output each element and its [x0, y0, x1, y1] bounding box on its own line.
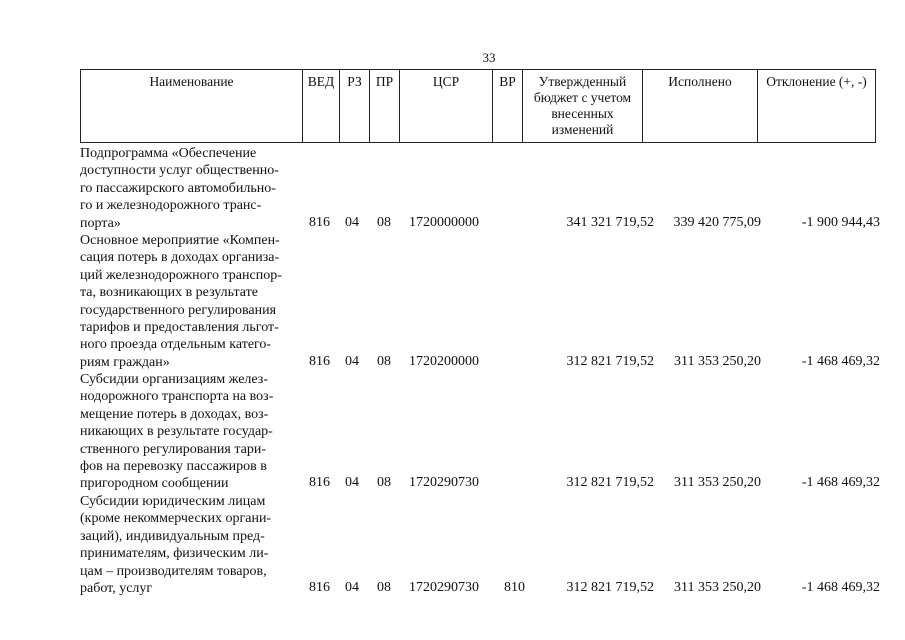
header-executed: Исполнено — [643, 70, 758, 143]
row-csr: 1720200000 — [409, 353, 479, 369]
table-header — [80, 69, 876, 143]
row-vr: 810 — [504, 580, 525, 595]
header-vr: ВР — [493, 70, 523, 143]
row-rz: 04 — [345, 353, 359, 369]
row-executed: 339 420 775,09 — [673, 214, 761, 230]
header-deviation: Отклонение (+, -) — [758, 70, 876, 143]
row-pr: 08 — [377, 214, 391, 230]
row-executed: 311 353 250,20 — [674, 580, 761, 595]
row-name-line: ций железнодорожного транспор- — [80, 267, 282, 283]
header-budget: Утвержденный бюджет с учетом внесенных изменений — [523, 70, 643, 143]
row-name — [80, 371, 302, 493]
row-name-line: нодорожного транспорта на воз- — [80, 389, 274, 405]
row-name-line: заций), индивидуальным пред- — [80, 528, 265, 544]
row-name-line: Субсидии юридическим лицам — [80, 494, 266, 509]
row-name-line: сация потерь в доходах организа- — [80, 250, 280, 266]
row-ved: 816 — [309, 580, 330, 595]
row-ved: 816 — [309, 353, 330, 369]
row-rz: 04 — [345, 580, 359, 595]
row-name-line: государственного регулирования — [80, 302, 277, 318]
row-name-line: пригородном сообщении — [80, 476, 229, 492]
row-csr: 1720290730 — [409, 475, 479, 491]
row-csr: 1720290730 — [409, 580, 479, 595]
row-rz: 04 — [345, 475, 359, 491]
row-deviation: -1 468 469,32 — [801, 353, 880, 369]
row-name-line: Основное мероприятие «Компен- — [80, 233, 280, 248]
row-name-line: ственного регулирования тари- — [80, 441, 266, 457]
header-rz: РЗ — [340, 70, 370, 143]
row-pr: 08 — [377, 580, 391, 595]
row-name-line: мещение потерь в доходах, воз- — [80, 406, 269, 422]
row-name-line: Подпрограмма «Обеспечение — [80, 146, 257, 161]
row-name-line: ного проезда отдельным катего- — [80, 337, 272, 353]
row-name — [80, 493, 302, 597]
row-name — [80, 232, 302, 371]
row-pr: 08 — [377, 475, 391, 491]
header-csr: ЦСР — [400, 70, 493, 143]
row-name-line: доступности услуг общественно- — [80, 163, 279, 179]
row-budget: 312 821 719,52 — [566, 475, 654, 491]
row-budget: 312 821 719,52 — [566, 353, 654, 369]
row-name-line: никающих в результате государ- — [80, 424, 273, 440]
row-name-line: порта» — [80, 215, 121, 231]
row-ved: 816 — [309, 214, 330, 230]
row-deviation: -1 468 469,32 — [801, 580, 880, 595]
row-pr: 08 — [377, 353, 391, 369]
row-budget: 312 821 719,52 — [566, 580, 654, 595]
row-executed: 311 353 250,20 — [674, 475, 761, 491]
row-budget: 341 321 719,52 — [566, 214, 654, 230]
row-name-line: фов на перевозку пассажиров в — [80, 459, 267, 475]
row-ved: 816 — [309, 475, 330, 491]
row-name-line: риям граждан» — [80, 354, 170, 370]
row-name-line: принимателям, физическим ли- — [80, 546, 269, 562]
header-pr: ПР — [370, 70, 400, 143]
row-name-line: работ, услуг — [80, 581, 153, 597]
row-name-line: Субсидии организациям желез- — [80, 372, 268, 387]
row-csr: 1720000000 — [409, 214, 479, 230]
row-name-line: (кроме некоммерческих органи- — [80, 511, 272, 527]
header-ved: ВЕД — [303, 70, 340, 143]
row-executed: 311 353 250,20 — [674, 353, 761, 369]
row-name — [80, 145, 302, 232]
row-name-line: та, возникающих в результате — [80, 285, 258, 301]
row-name-line: тарифов и предоставления льгот- — [80, 320, 279, 336]
row-name-line: цам – производителям товаров, — [80, 563, 267, 579]
row-deviation: -1 900 944,43 — [801, 214, 880, 230]
row-rz: 04 — [345, 214, 359, 230]
header-name: Наименование — [81, 70, 303, 143]
row-deviation: -1 468 469,32 — [801, 475, 880, 491]
row-name-line: го пассажирского автомобильно- — [80, 180, 276, 196]
row-name-line: го и железнодорожного транс- — [80, 198, 262, 214]
page-number: 33 — [482, 50, 496, 65]
